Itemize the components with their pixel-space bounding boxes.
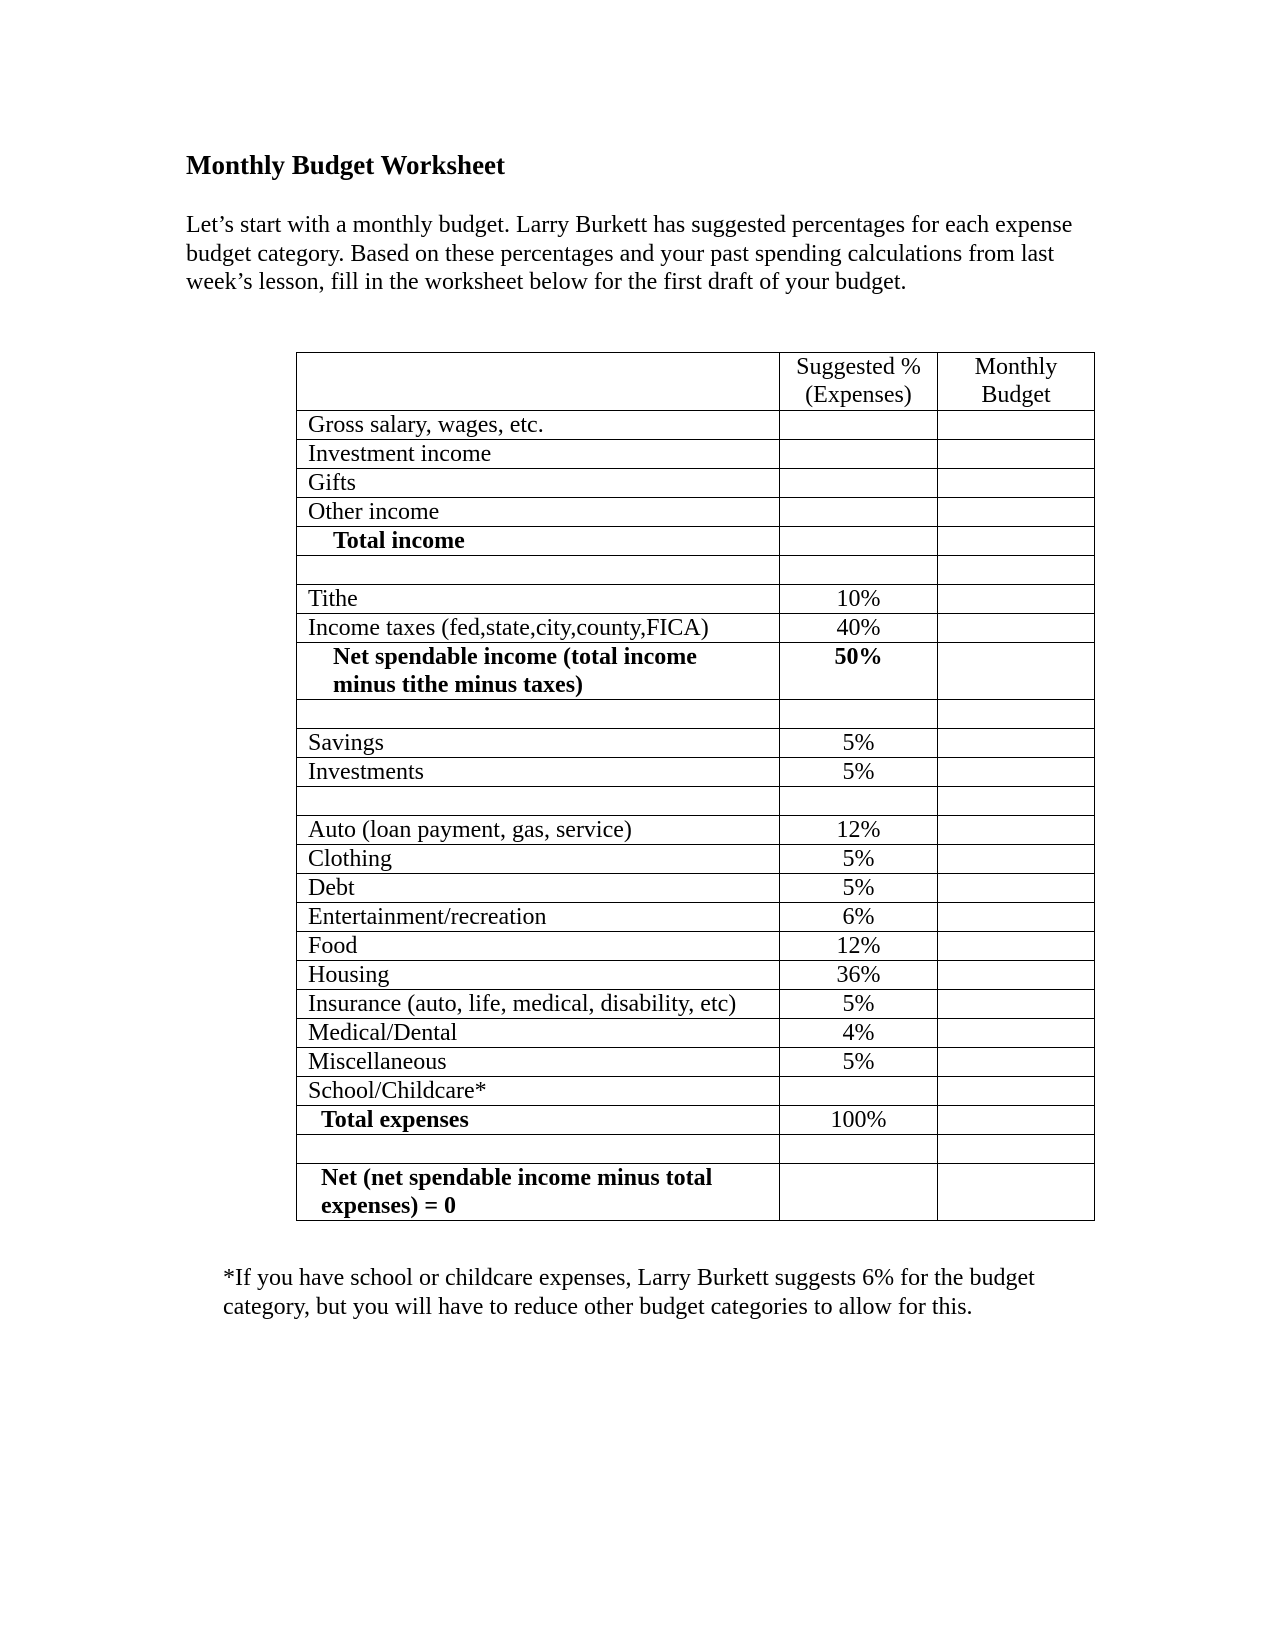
budget-table [296, 352, 1095, 1221]
table-row-spacer [297, 1135, 1095, 1164]
table-row [297, 440, 1095, 469]
row-suggested-pct [780, 1164, 938, 1221]
intro-paragraph: Let’s start with a monthly budget. Larry Burkett has suggested percentages for each expense budget category. Based on these percentages and your past spending calculations from last week’s lesson, fill in the worksheet below for the first draft of your budget. [186, 212, 1073, 295]
row-suggested-pct: 5% [780, 845, 938, 874]
row-label: Total expenses [321, 1107, 469, 1133]
row-label: Medical/Dental [297, 1019, 780, 1048]
monthly-budget-cell[interactable] [938, 758, 1095, 787]
table-row [297, 1077, 1095, 1106]
monthly-budget-cell[interactable] [938, 1019, 1095, 1048]
row-suggested-pct [780, 700, 938, 729]
header-monthly-budget: Monthly Budget [938, 353, 1095, 411]
monthly-budget-cell[interactable] [938, 729, 1095, 758]
row-label: Income taxes (fed,state,city,county,FICA) [297, 614, 780, 643]
monthly-budget-cell[interactable] [938, 469, 1095, 498]
row-label: Insurance (auto, life, medical, disability, etc) [297, 990, 780, 1019]
row-label: Entertainment/recreation [297, 903, 780, 932]
monthly-budget-cell[interactable] [938, 932, 1095, 961]
row-label: Clothing [297, 845, 780, 874]
table-row [297, 729, 1095, 758]
row-label: Net (net spendable income minus total expenses) = 0 [321, 1165, 713, 1219]
row-label [297, 787, 780, 816]
monthly-budget-cell[interactable] [938, 498, 1095, 527]
row-suggested-pct: 12% [780, 932, 938, 961]
monthly-budget-cell[interactable] [938, 1164, 1095, 1221]
row-label-cell [297, 1164, 780, 1221]
header-suggested-pct: Suggested % (Expenses) [780, 353, 938, 411]
row-label-cell [297, 643, 780, 700]
row-suggested-pct [780, 1077, 938, 1106]
table-row [297, 585, 1095, 614]
table-row-spacer [297, 787, 1095, 816]
row-suggested-pct: 5% [780, 1048, 938, 1077]
row-label-cell [297, 527, 780, 556]
row-suggested-pct [780, 556, 938, 585]
table-header-row [297, 353, 1095, 411]
table-row [297, 932, 1095, 961]
row-label: Miscellaneous [297, 1048, 780, 1077]
row-suggested-pct: 10% [780, 585, 938, 614]
row-label: Tithe [297, 585, 780, 614]
table-row [297, 845, 1095, 874]
monthly-budget-cell[interactable] [938, 816, 1095, 845]
footnote: *If you have school or childcare expenses, Larry Burkett suggests 6% for the budget category, but you will have to reduce other budget categories to allow for this. [223, 1265, 1035, 1320]
row-label: Food [297, 932, 780, 961]
table-row-spacer [297, 700, 1095, 729]
row-label: Investments [297, 758, 780, 787]
table-row-total-income [297, 527, 1095, 556]
table-row [297, 758, 1095, 787]
monthly-budget-cell[interactable] [938, 614, 1095, 643]
table-row [297, 469, 1095, 498]
row-label [297, 1135, 780, 1164]
monthly-budget-cell[interactable] [938, 527, 1095, 556]
table-row [297, 411, 1095, 440]
row-suggested-pct [780, 1135, 938, 1164]
row-label: Debt [297, 874, 780, 903]
table-row [297, 874, 1095, 903]
table-row [297, 498, 1095, 527]
row-suggested-pct: 5% [780, 758, 938, 787]
monthly-budget-cell[interactable] [938, 874, 1095, 903]
monthly-budget-cell [938, 1135, 1095, 1164]
monthly-budget-cell[interactable] [938, 585, 1095, 614]
table-row [297, 816, 1095, 845]
row-label: Savings [297, 729, 780, 758]
row-label: Auto (loan payment, gas, service) [297, 816, 780, 845]
table-row [297, 1048, 1095, 1077]
monthly-budget-cell[interactable] [938, 440, 1095, 469]
table-row [297, 614, 1095, 643]
table-row [297, 990, 1095, 1019]
row-suggested-pct: 5% [780, 990, 938, 1019]
row-suggested-pct [780, 787, 938, 816]
monthly-budget-cell[interactable] [938, 1077, 1095, 1106]
row-label: School/Childcare* [297, 1077, 780, 1106]
row-label: Net spendable income (total income minus tithe minus taxes) [333, 644, 697, 698]
row-label [297, 700, 780, 729]
row-label: Total income [333, 528, 465, 554]
row-label-cell [297, 1106, 780, 1135]
monthly-budget-cell[interactable] [938, 1048, 1095, 1077]
row-label: Gross salary, wages, etc. [297, 411, 780, 440]
table-row [297, 961, 1095, 990]
row-suggested-pct: 5% [780, 874, 938, 903]
row-suggested-pct: 36% [780, 961, 938, 990]
row-suggested-pct: 40% [780, 614, 938, 643]
row-suggested-pct [780, 498, 938, 527]
monthly-budget-cell [938, 787, 1095, 816]
monthly-budget-cell[interactable] [938, 961, 1095, 990]
monthly-budget-cell[interactable] [938, 411, 1095, 440]
monthly-budget-cell[interactable] [938, 643, 1095, 700]
row-suggested-pct: 6% [780, 903, 938, 932]
table-row-net [297, 1164, 1095, 1221]
table-row-spacer [297, 556, 1095, 585]
monthly-budget-cell[interactable] [938, 1106, 1095, 1135]
table-row-total-expenses [297, 1106, 1095, 1135]
monthly-budget-cell[interactable] [938, 903, 1095, 932]
table-row-net-spendable [297, 643, 1095, 700]
row-label: Gifts [297, 469, 780, 498]
row-suggested-pct: 4% [780, 1019, 938, 1048]
row-suggested-pct: 12% [780, 816, 938, 845]
monthly-budget-cell [938, 700, 1095, 729]
row-label [297, 556, 780, 585]
row-suggested-pct [780, 469, 938, 498]
row-label: Investment income [297, 440, 780, 469]
row-label: Housing [297, 961, 780, 990]
monthly-budget-cell[interactable] [938, 990, 1095, 1019]
row-label: Other income [297, 498, 780, 527]
row-suggested-pct: 5% [780, 729, 938, 758]
row-suggested-pct [780, 411, 938, 440]
row-suggested-pct [780, 440, 938, 469]
row-suggested-pct: 50% [780, 643, 938, 700]
monthly-budget-cell [938, 556, 1095, 585]
monthly-budget-cell[interactable] [938, 845, 1095, 874]
row-suggested-pct: 100% [780, 1106, 938, 1135]
table-row [297, 903, 1095, 932]
page-title: Monthly Budget Worksheet [186, 150, 506, 180]
row-suggested-pct [780, 527, 938, 556]
header-blank-cell [297, 353, 780, 411]
table-row [297, 1019, 1095, 1048]
